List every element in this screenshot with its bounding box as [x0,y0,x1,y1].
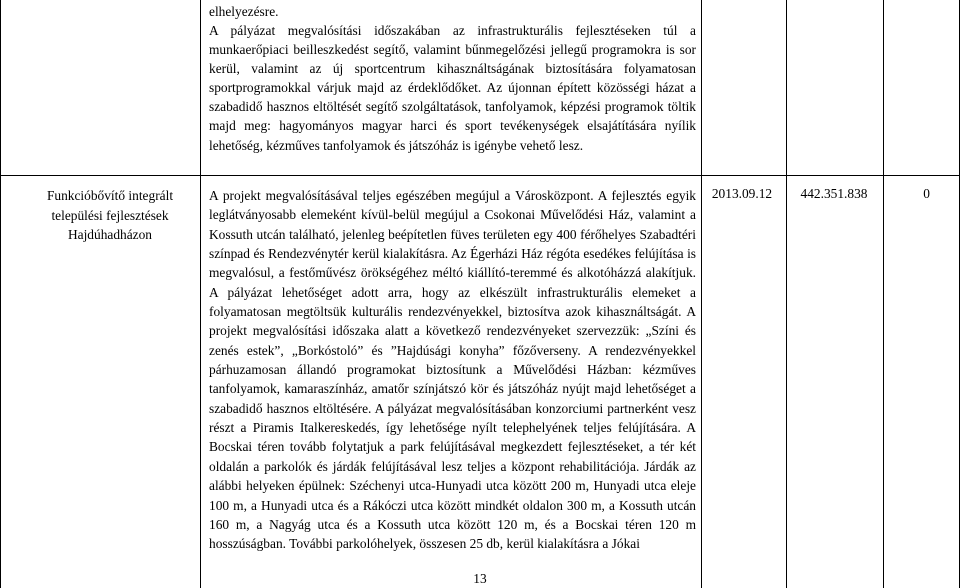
project-description: A projekt megvalósításával teljes egészében megújul a Városközpont. A fejlesztés egyik leglátványosabb elemeként kívül-belül megújul a Csokonai Művelődési Ház, valamint a Kossuth utcán található, jelenleg beépítetlen füves területen egy 400 férőhelyes Szabadtéri színpad és Rendezvénytér kerül kialakításra. Az Égerházi Ház régóta esedékes felújítása is megvalósul, a festőművész örökségéhez méltó kiállító-teremmé és alkotóházzá alakítjuk. A pályázat lehetőséget adott arra, hogy az elkészült infrastrukturális elemeket a folyamatosan megtöltsük kulturális rendezvényekkel, biztosítva azok kihasználtságát. A projekt megvalósítási időszaka alatt a következő rendezvényeket szervezzük: „Színi és zenés estek”, „Borkóstoló” és ”Hajdúsági konyha” főzőverseny. A rendezvényekkel párhuzamosan állandó programokat biztosítunk a Művelődési Házban: kézműves tanfolyamok, kamaraszínház, amatőr színjátszó kör és játszóház nyújt majd lehetőséget a szabadidő hasznos eltöltésére. A pályázat megvalósításában konzorciumi partnerként vesz részt a Piramis Italkereskedés, így lehetősége nyílt telephelyének teljes felújítására. A Bocskai téren tovább folytatjuk a park felújításával megkezdett fejlesztéseket, a tér két oldalán a parkolók és járdák felújításával lesz teljes a központ rehabilitációja. Járdák az alábbi helyeken épülnek: Széchenyi utca-Hunyadi utca között 200 m, Hunyadi utca eleje 100 m, a Hunyadi utca és a Rákóczi utca között mindkét oldalon 300 m, a Kossuth utcán 160 m, a Nagyág utca és a Kossuth utca között 120 m, és a Bocskai téren 120 m hosszúságban. További parkolóhelyek, összesen 25 db, kerül kialakításra a Jókai [209,188,696,552]
column-divider-1 [200,0,201,588]
project-description-cell [209,186,696,554]
column-divider-4 [883,0,884,588]
table-border-left [0,0,1,588]
previous-row-description [209,3,696,155]
project-date-cell: 2013.09.12 [711,186,773,201]
column-divider-3 [786,0,787,588]
project-extra-cell: 0 [923,186,930,201]
project-title-cell: Funkcióbővítő integrált települési fejlesztések Hajdúhadházon [46,188,174,242]
previous-row-fragment: elhelyezésre. [209,4,279,19]
project-amount-cell: 442.351.838 [800,186,868,201]
column-divider-2 [701,0,702,588]
previous-row-paragraph: A pályázat megvalósítási időszakában az infrastrukturális fejlesztéseken túl a munkaerőpiaci beilleszkedést segítő, valamint bűnmegelőzési jellegű programokra is sor kerül, valamint az új sportcentrum kihasználtságának biztosítására folyamatosan sportprogramokkal várjuk majd az érdeklődőket. Az újonnan épített közösségi házat a szabadidő hasznos eltöltését segítő szolgáltatások, tanfolyamok, képzési programok töltik majd meg: hagyományos magyar harci és sport tevékenységek elsajátítására nyílik lehetőség, kézműves tanfolyamok és játszóház is igénybe vehető lesz. [209,23,696,153]
page-number: 13 [473,571,487,586]
row-divider [0,175,960,176]
